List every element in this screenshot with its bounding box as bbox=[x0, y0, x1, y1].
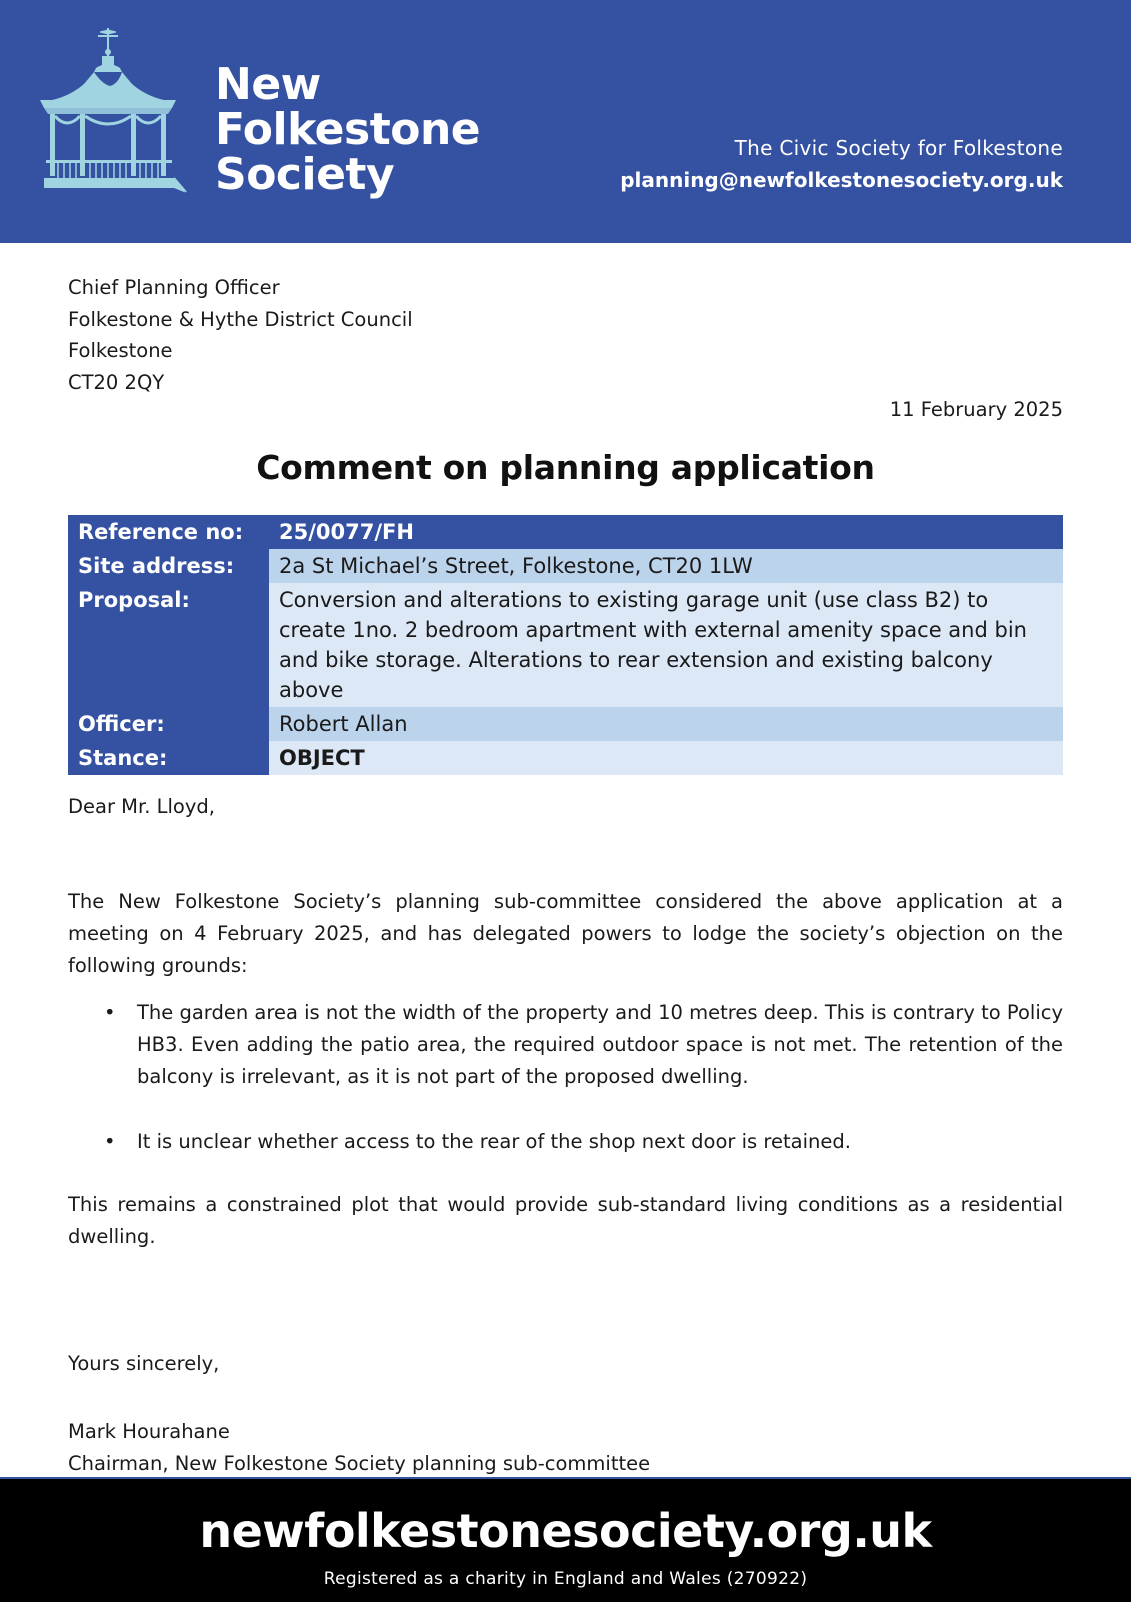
table-row bbox=[68, 741, 1063, 775]
contact-email[interactable]: planning@newfolkestonesociety.org.uk bbox=[620, 168, 1063, 192]
stance-value: OBJECT bbox=[269, 741, 1063, 775]
table-row bbox=[68, 515, 1063, 549]
intro-paragraph: The New Folkestone Society’s planning sub-committee considered the above application at a meeting on 4 February 2025, and has delegated powers to lodge the society’s objection on the following grounds: bbox=[68, 890, 1063, 977]
page-title: Comment on planning application bbox=[256, 448, 875, 487]
address-line: Chief Planning Officer bbox=[68, 276, 280, 299]
conclusion-paragraph: This remains a constrained plot that would provide sub-standard living conditions as a residential dwelling. bbox=[68, 1193, 1063, 1248]
objection-list bbox=[68, 997, 1063, 1158]
reference-label: Reference no: bbox=[68, 515, 269, 549]
list-item bbox=[68, 1126, 1063, 1158]
closing: Yours sincerely, bbox=[68, 1352, 220, 1375]
recipient-address bbox=[68, 272, 413, 398]
bandstand-icon bbox=[36, 26, 188, 198]
site-address-label: Site address: bbox=[68, 549, 269, 583]
footer-banner bbox=[0, 1477, 1131, 1602]
address-line: Folkestone & Hythe District Council bbox=[68, 307, 413, 331]
salutation: Dear Mr. Lloyd, bbox=[68, 795, 215, 818]
org-name-line: New bbox=[215, 59, 321, 110]
org-name-line: Society bbox=[215, 149, 395, 200]
bullet-icon: • bbox=[104, 1001, 116, 1024]
table-row bbox=[68, 707, 1063, 741]
list-item bbox=[68, 997, 1063, 1093]
table-row bbox=[68, 549, 1063, 583]
bullet-icon: • bbox=[104, 1130, 116, 1153]
signer-name: Mark Hourahane bbox=[68, 1420, 230, 1443]
officer-value: Robert Allan bbox=[269, 707, 1063, 741]
organisation-name bbox=[215, 59, 481, 200]
org-name-line: Folkestone bbox=[215, 104, 481, 155]
reference-value: 25/0077/FH bbox=[269, 515, 1063, 549]
list-item-text: It is unclear whether access to the rear of the shop next door is retained. bbox=[137, 1130, 851, 1153]
site-address-value: 2a St Michael’s Street, Folkestone, CT20 1LW bbox=[269, 549, 1063, 583]
officer-label: Officer: bbox=[68, 707, 269, 741]
table-row bbox=[68, 583, 1063, 707]
application-details-table bbox=[68, 515, 1063, 775]
proposal-value: Conversion and alterations to existing garage unit (use class B2) to create 1no. 2 bedroom apartment with external amenity space and bin and bike storage. Alterations to rear extension and existing balcony above bbox=[269, 583, 1063, 707]
letter-date: 11 February 2025 bbox=[889, 398, 1063, 421]
address-line: CT20 2QY bbox=[68, 370, 165, 394]
tagline: The Civic Society for Folkestone bbox=[734, 136, 1063, 160]
proposal-label: Proposal: bbox=[68, 583, 269, 707]
stance-label: Stance: bbox=[68, 741, 269, 775]
signer-title: Chairman, New Folkestone Society planning sub-committee bbox=[68, 1452, 651, 1475]
letterhead-banner bbox=[0, 0, 1131, 243]
charity-registration: Registered as a charity in England and Wales (270922) bbox=[323, 1569, 808, 1589]
address-line: Folkestone bbox=[68, 339, 173, 362]
footer-website-link[interactable]: newfolkestonesociety.org.uk bbox=[199, 1504, 932, 1558]
signature-block bbox=[68, 1416, 650, 1480]
list-item-text: The garden area is not the width of the property and 10 metres deep. This is contrary to Policy HB3. Even adding the patio area, the required outdoor space is not met. The retention of the balcony is irrelevant, as it is not part of the proposed dwelling. bbox=[137, 1001, 1063, 1088]
